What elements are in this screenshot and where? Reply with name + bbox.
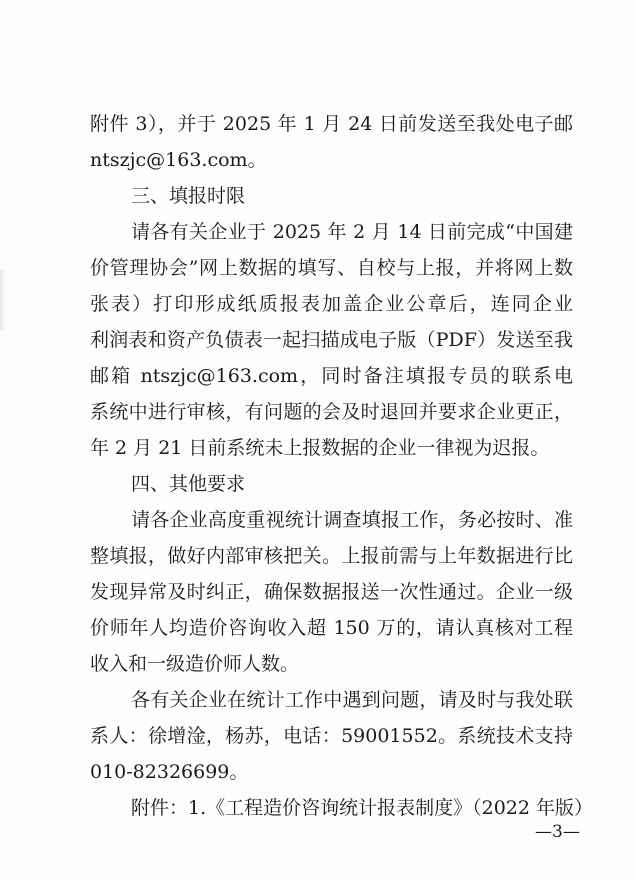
section-heading: 四、其他要求 [131,473,246,495]
text-line: 张表）打印形成纸质报表加盖企业公章后，连同企业 [90,293,573,315]
text-line: 年 2 月 21 日前系统未上报数据的企业一律视为迟报。 [90,437,550,459]
text-line: 利润表和资产负债表一起扫描成电子版（PDF）发送至我 [90,329,573,351]
section-heading: 三、填报时限 [131,185,246,207]
text-line: 价管理协会”网上数据的填写、自校与上报，并将网上数 [90,257,573,279]
text-line: 各有关企业在统计工作中遇到问题，请及时与我处联 [131,689,573,711]
text-line: ntszjc@163.com。 [90,149,267,171]
text-line: 请各有关企业于 2025 年 2 月 14 日前完成“中国建 [131,221,573,243]
scan-edge-mark [0,270,6,330]
text-line: 010-82326699。 [90,761,249,783]
text-line: 收入和一级造价师人数。 [90,653,300,675]
text-line: 邮箱 ntszjc@163.com，同时备注填报专员的联系电 [90,365,573,387]
text-line: 价师年人均造价咨询收入超 150 万的，请认真核对工程 [90,617,573,639]
text-line: 系统中进行审核，有问题的会及时退回并要求企业更正， [90,401,573,423]
text-line: 系人：徐增淦，杨苏，电话：59001552。系统技术支持 [90,725,573,747]
text-line: 整填报，做好内部审核把关。上报前需与上年数据进行比 [90,545,573,567]
text-line: 附件 3），并于 2025 年 1 月 24 日前发送至我处电子邮 [90,113,573,135]
text-line: 发现异常及时纠正，确保数据报送一次性通过。企业一级 [90,581,573,603]
page-number: —3— [535,822,580,842]
text-line: 请各企业高度重视统计调查填报工作，务必按时、准 [131,509,573,531]
attachment-line: 附件：1.《工程造价咨询统计报表制度》（2022 年版） [131,797,594,819]
